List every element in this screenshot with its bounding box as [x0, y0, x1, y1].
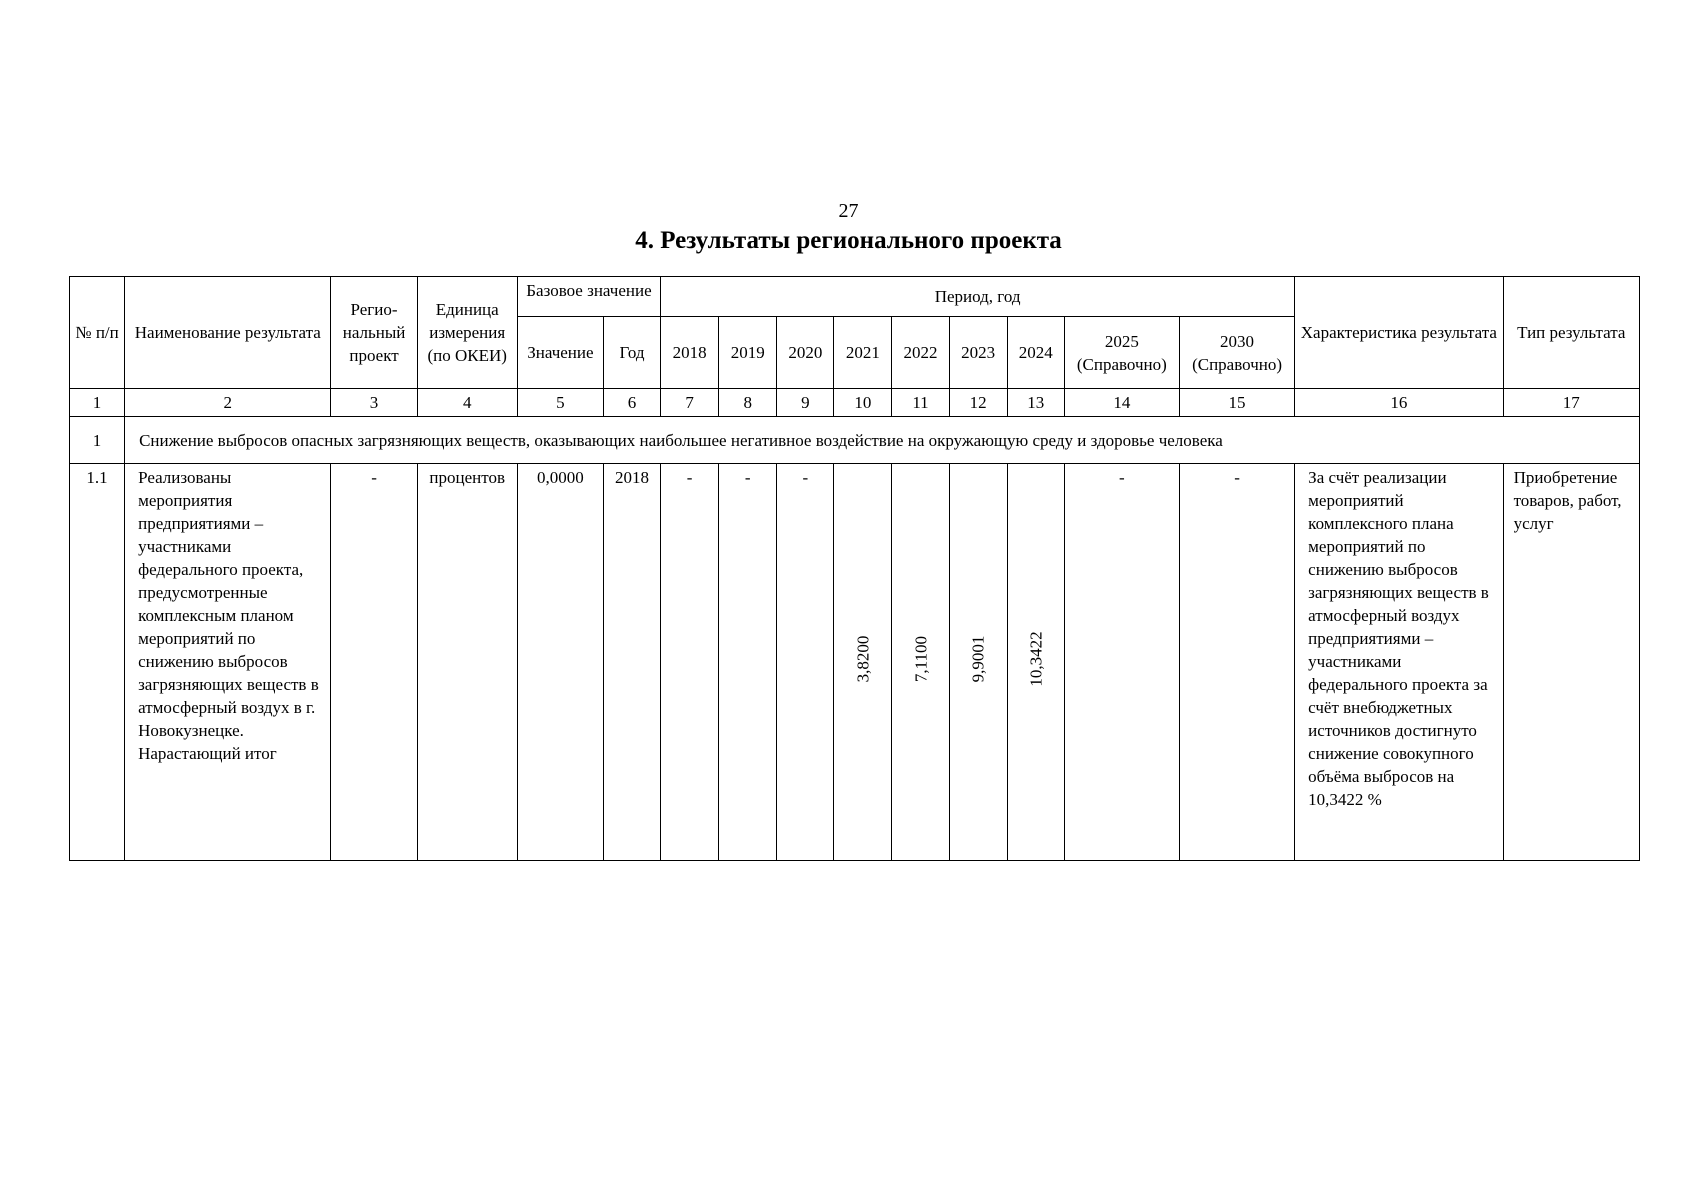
- section-num: 1: [70, 417, 125, 464]
- value-2022: 7,1100: [911, 635, 930, 683]
- column-number: 6: [603, 389, 660, 417]
- result-type: Приобретение товаров, работ, услуг: [1503, 464, 1639, 861]
- column-number: 14: [1064, 389, 1179, 417]
- value-2023-cell: [949, 464, 1007, 861]
- header-period: Период, год: [661, 277, 1295, 317]
- column-number: 1: [70, 389, 125, 417]
- value-2021: 3,8200: [853, 635, 873, 683]
- header-base-value: [517, 277, 660, 317]
- column-number: 5: [517, 389, 603, 417]
- column-number: 2: [125, 389, 331, 417]
- value-2024-cell: [1007, 464, 1064, 861]
- header-base-value-year: Год: [603, 317, 660, 389]
- header-year-2021: 2021: [834, 317, 892, 389]
- column-number: 11: [892, 389, 949, 417]
- column-number: 16: [1295, 389, 1503, 417]
- column-number: 9: [777, 389, 834, 417]
- header-year-2022: 2022: [892, 317, 949, 389]
- column-number: 10: [834, 389, 892, 417]
- result-characteristic: За счёт реализации мероприятий комплексного плана мероприятий по снижению выбросов загрязняющих веществ в атмосферный воздух предприятиями – участниками федерального проекта за счёт внебюджетных источников достигнуто снижение совокупного объёма выбросов на 10,3422 %: [1295, 464, 1503, 861]
- column-number: 12: [949, 389, 1007, 417]
- section-row: [70, 417, 1640, 464]
- results-table: [69, 276, 1640, 861]
- header-year-2018: 2018: [661, 317, 719, 389]
- header-num: № п/п: [70, 277, 125, 389]
- column-number: 15: [1179, 389, 1294, 417]
- value-2024: 10,3422: [1026, 631, 1046, 687]
- section-title: Снижение выбросов опасных загрязняющих веществ, оказывающих наибольшее негативное воздействие на окружающую среду и здоровье человека: [125, 417, 1640, 464]
- value-2023: 9,9001: [968, 635, 988, 683]
- base-value: 0,0000: [517, 464, 603, 861]
- header-regional-project: Регио-нальный проект: [331, 277, 417, 389]
- header-year-2019: 2019: [719, 317, 777, 389]
- value-2018: -: [661, 464, 719, 861]
- value-2030: -: [1179, 464, 1294, 861]
- value-2019: -: [719, 464, 777, 861]
- column-number: 4: [417, 389, 517, 417]
- page-title: 4. Результаты регионального проекта: [635, 227, 1062, 254]
- column-number: 7: [661, 389, 719, 417]
- column-number-row: [70, 389, 1640, 417]
- table-row: [70, 464, 1640, 861]
- value-2022-cell: [892, 464, 949, 861]
- header-year-2024: 2024: [1007, 317, 1064, 389]
- column-number: 13: [1007, 389, 1064, 417]
- header-unit: Единица измерения (по ОКЕИ): [417, 277, 517, 389]
- value-2020: -: [777, 464, 834, 861]
- base-year: 2018: [603, 464, 660, 861]
- unit-value: процентов: [417, 464, 517, 861]
- header-base-value-value: Значение: [517, 317, 603, 389]
- page-number: 27: [838, 200, 859, 222]
- header-type: Тип результата: [1503, 277, 1639, 389]
- column-number: 3: [331, 389, 417, 417]
- column-number: 8: [719, 389, 777, 417]
- header-characteristic: Характеристика результата: [1295, 277, 1503, 389]
- regional-project-value: -: [331, 464, 417, 861]
- value-2021-cell: [834, 464, 892, 861]
- header-base-value-label: Базовое значение: [526, 281, 652, 300]
- value-2025: -: [1064, 464, 1179, 861]
- column-number: 17: [1503, 389, 1639, 417]
- header-year-2030: 2030 (Справочно): [1179, 317, 1294, 389]
- result-name: Реализованы мероприятия предприятиями – участниками федерального проекта, предусмотренные комплексным планом мероприятий по снижению выбросов загрязняющих веществ в атмосферный воздух в г. Новокузнецке. Нарастающий итог: [125, 464, 331, 861]
- header-year-2023: 2023: [949, 317, 1007, 389]
- header-year-2025: 2025 (Справочно): [1064, 317, 1179, 389]
- header-year-2020: 2020: [777, 317, 834, 389]
- header-name: Наименование результата: [125, 277, 331, 389]
- row-num: 1.1: [70, 464, 125, 861]
